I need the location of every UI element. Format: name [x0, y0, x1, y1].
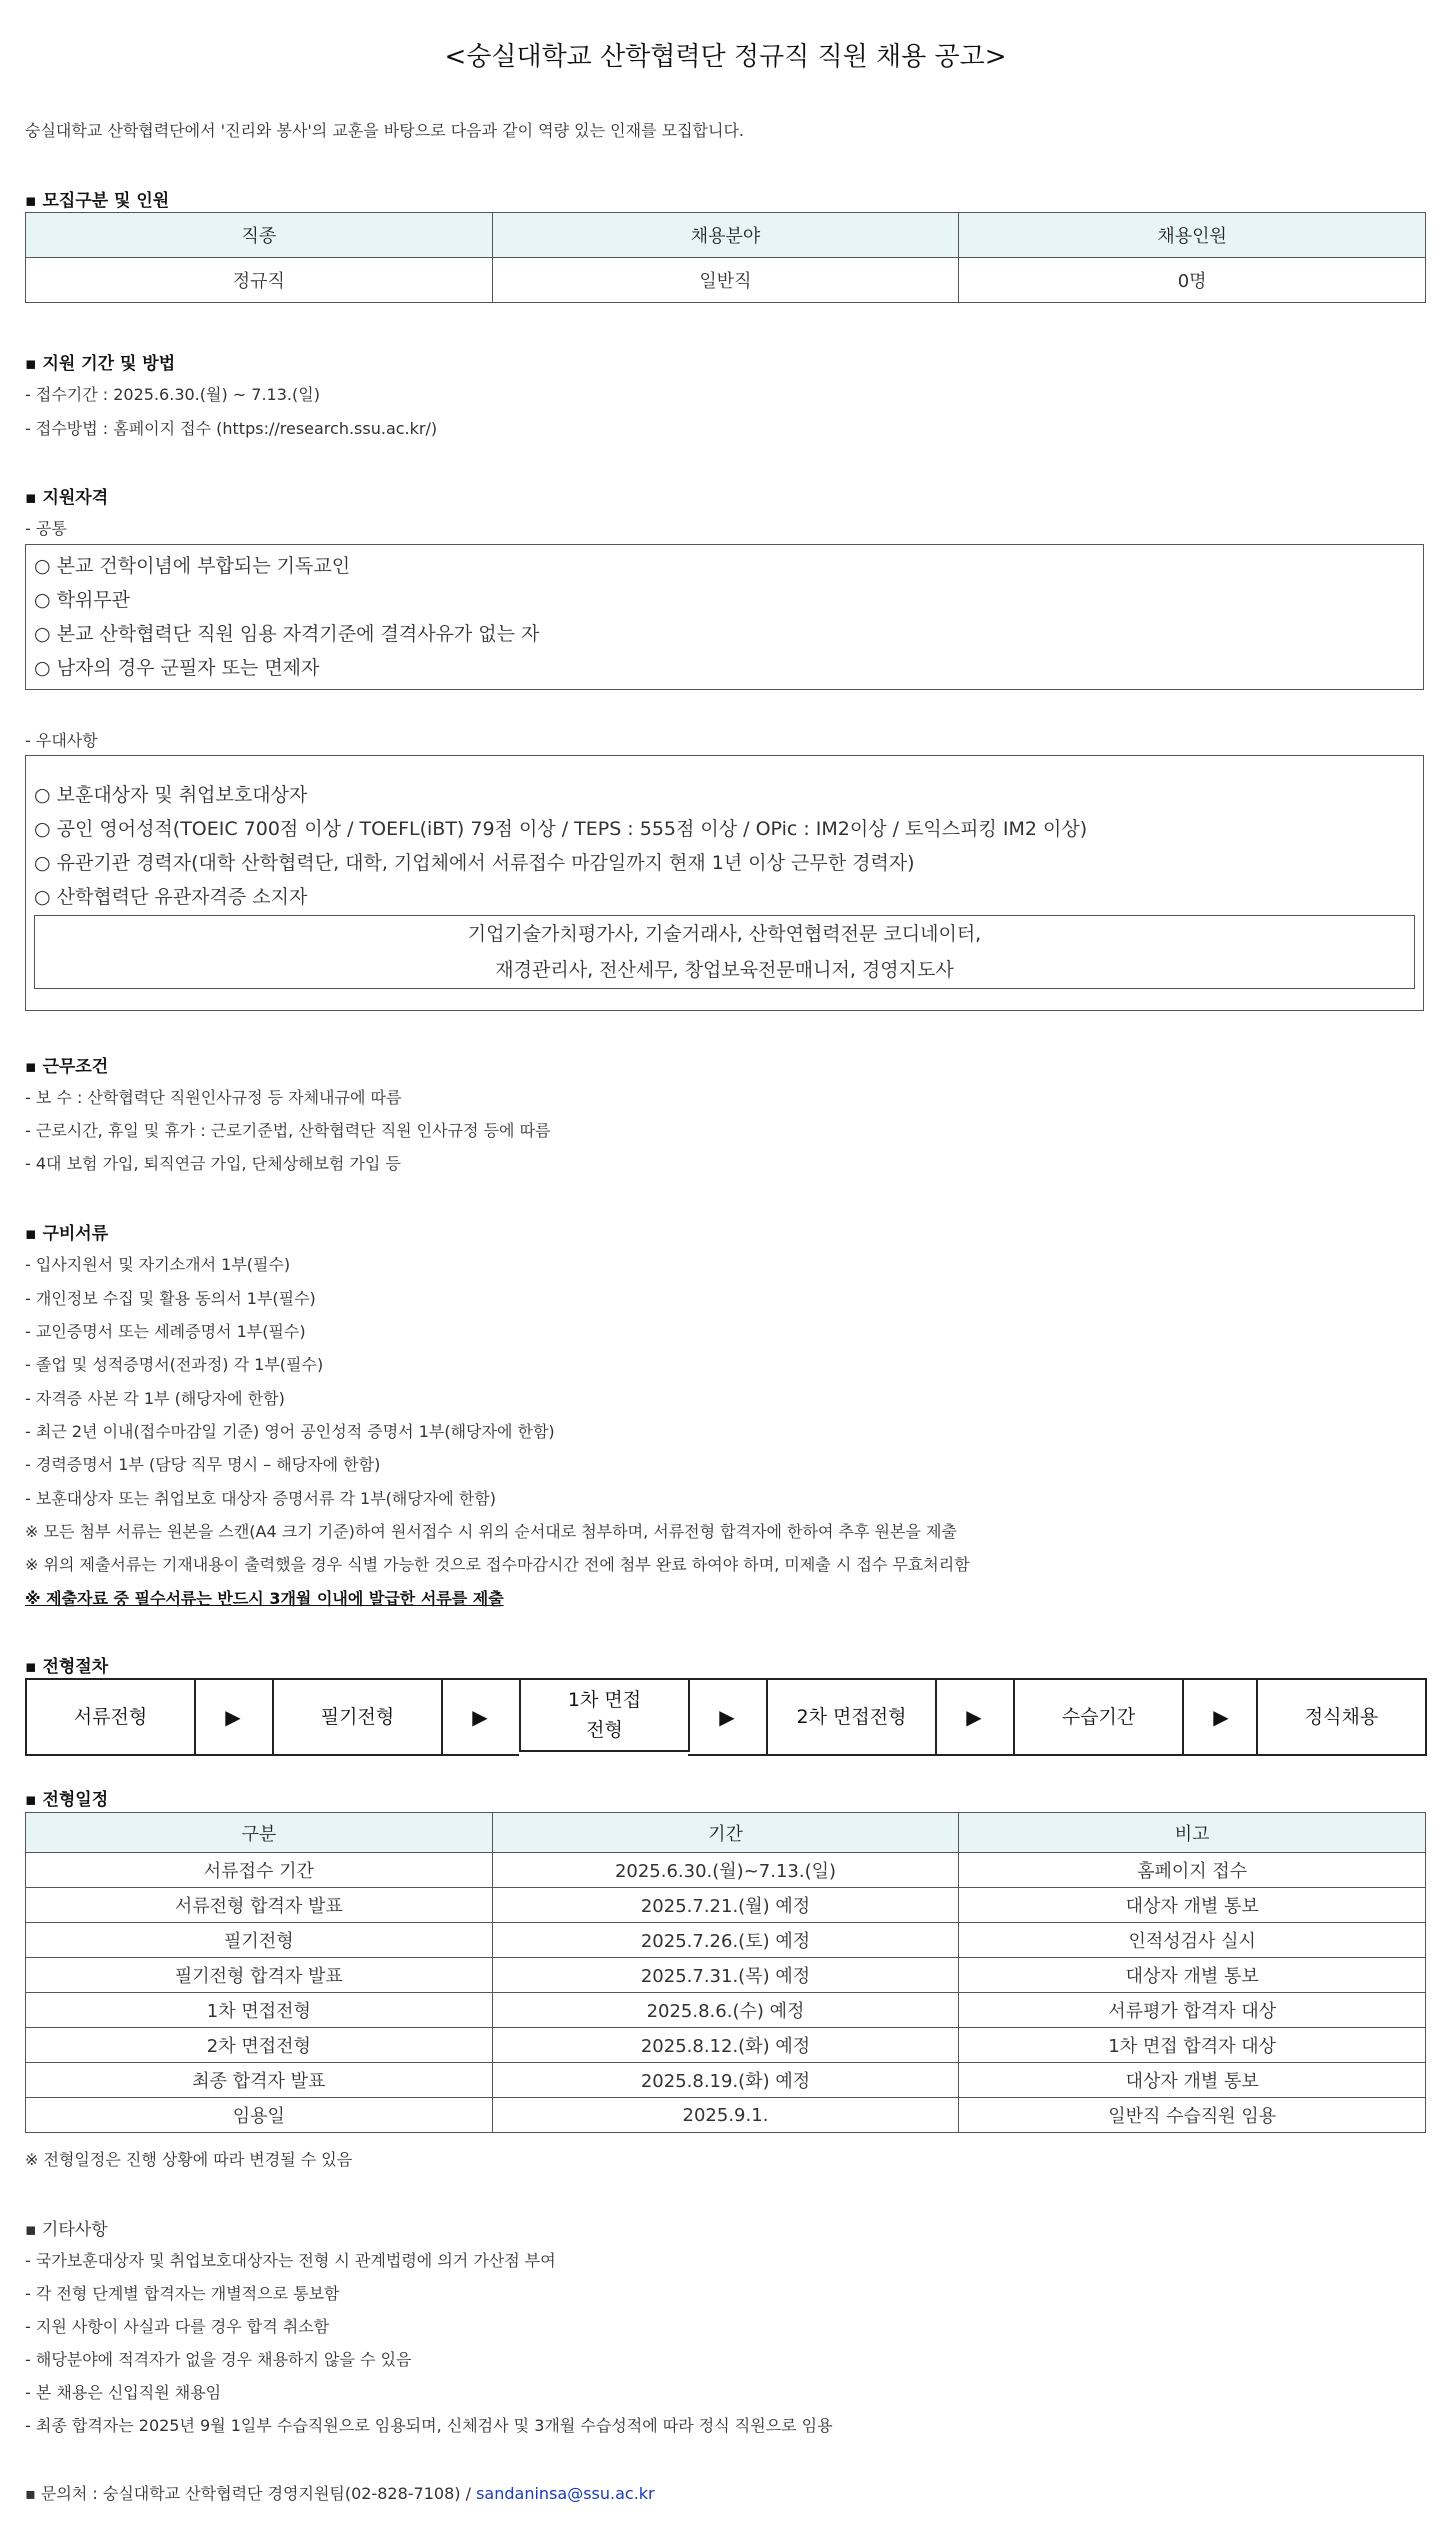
list-item: - 자격증 사본 각 1부 (해당자에 한함): [25, 1389, 285, 1408]
table-cell: 2025.6.30.(월)~7.13.(일): [492, 1853, 959, 1888]
table-cell: 2025.7.26.(토) 예정: [492, 1923, 959, 1958]
qualification-pref-box: [25, 755, 1424, 1011]
process-step: 서류전형: [25, 1678, 196, 1756]
process-step: 2차 면접전형: [766, 1678, 937, 1756]
table-cell: 필기전형: [26, 1923, 493, 1958]
table-header: 직종: [26, 213, 493, 258]
table-cell: 1차 면접전형: [26, 1993, 493, 2028]
contact-line: [25, 2481, 655, 2504]
certificate-list-line: 재경관리사, 전산세무, 창업보육전문매니저, 경영지도사: [495, 959, 954, 981]
table-cell: 서류전형 합격자 발표: [26, 1888, 493, 1923]
table-row: [26, 2028, 1426, 2063]
table-cell: 정규직: [26, 258, 493, 303]
table-cell: 0명: [959, 258, 1426, 303]
list-item: ○ 공인 영어성적(TOEIC 700점 이상 / TOEFL(iBT) 79점 이상 / TEPS : 555점 이상 / OPic : IM2이상 / 토익스피킹 IM2 이상): [34, 818, 1088, 840]
process-flow: [25, 1678, 1426, 1756]
section-heading-documents: ▪ 구비서류: [25, 1224, 109, 1244]
table-row: [26, 2063, 1426, 2098]
table-cell: 2025.8.12.(화) 예정: [492, 2028, 959, 2063]
process-step: 정식채용: [1256, 1678, 1427, 1756]
table-cell: 대상자 개별 통보: [959, 1958, 1426, 1993]
table-cell: 인적성검사 실시: [959, 1923, 1426, 1958]
table-cell: 2025.7.21.(월) 예정: [492, 1888, 959, 1923]
table-cell: 2025.9.1.: [492, 2098, 959, 2133]
section-heading-recruit: ▪ 모집구분 및 인원: [25, 191, 170, 211]
list-item: ○ 유관기관 경력자(대학 산학협력단, 대학, 기업체에서 서류접수 마감일까지 현재 1년 이상 근무한 경력자): [34, 852, 915, 874]
table-cell: 2025.8.19.(화) 예정: [492, 2063, 959, 2098]
certificate-list-box: [34, 915, 1415, 989]
table-cell: 서류평가 합격자 대상: [959, 1993, 1426, 2028]
table-cell: 대상자 개별 통보: [959, 2063, 1426, 2098]
table-row: [26, 1993, 1426, 2028]
recruit-table: [25, 212, 1426, 303]
contact-email-link[interactable]: sandaninsa@ssu.ac.kr: [476, 2484, 655, 2503]
list-item: - 최종 합격자는 2025년 9월 1일부 수습직원으로 임용되며, 신체검사 및 3개월 수습성적에 따라 정식 직원으로 임용: [25, 2416, 833, 2435]
list-item: - 4대 보험 가입, 퇴직연금 가입, 단체상해보험 가입 등: [25, 1154, 401, 1173]
list-item: - 근로시간, 휴일 및 휴가 : 근로기준법, 산학협력단 직원 인사규정 등에 따름: [25, 1121, 551, 1140]
table-header: 채용분야: [492, 213, 959, 258]
contact-label: ▪ 문의처 : 숭실대학교 산학협력단 경영지원팀(02-828-7108) /: [25, 2484, 477, 2503]
arrow-right-icon: ▶: [688, 1678, 766, 1756]
process-step: 수습기간: [1013, 1678, 1184, 1756]
arrow-right-icon: ▶: [441, 1678, 519, 1756]
table-cell: 2025.8.6.(수) 예정: [492, 1993, 959, 2028]
arrow-right-icon: ▶: [1182, 1678, 1260, 1756]
table-row: [26, 1958, 1426, 1993]
table-cell: 최종 합격자 발표: [26, 2063, 493, 2098]
list-item: - 입사지원서 및 자기소개서 1부(필수): [25, 1255, 291, 1274]
section-heading-work: ▪ 근무조건: [25, 1057, 109, 1077]
table-cell: 대상자 개별 통보: [959, 1888, 1426, 1923]
section-heading-schedule: ▪ 전형일정: [25, 1790, 109, 1810]
list-item: - 보 수 : 산학협력단 직원인사규정 등 자체내규에 따름: [25, 1088, 402, 1107]
table-header: 구분: [26, 1813, 493, 1853]
table-cell: 필기전형 합격자 발표: [26, 1958, 493, 1993]
table-cell: 홈페이지 접수: [959, 1853, 1426, 1888]
list-item: - 해당분야에 적격자가 없을 경우 채용하지 않을 수 있음: [25, 2350, 412, 2369]
list-item: - 지원 사항이 사실과 다를 경우 합격 취소함: [25, 2317, 330, 2336]
list-item: ※ 모든 첨부 서류는 원본을 스캔(A4 크기 기준)하여 원서접수 시 위의 순서대로 첨부하며, 서류전형 합격자에 한하여 추후 원본을 제출: [25, 1522, 957, 1541]
arrow-right-icon: ▶: [935, 1678, 1013, 1756]
table-header-row: [26, 213, 1426, 258]
list-item: ○ 학위무관: [34, 589, 131, 611]
list-item: ○ 본교 건학이념에 부합되는 기독교인: [34, 555, 351, 577]
qualification-common-label: - 공통: [25, 519, 67, 538]
schedule-note: ※ 전형일정은 진행 상황에 따라 변경될 수 있음: [25, 2150, 353, 2169]
table-row: [26, 1923, 1426, 1958]
table-cell: 일반직 수습직원 임용: [959, 2098, 1426, 2133]
schedule-table: [25, 1812, 1426, 2133]
section-heading-etc: ▪ 기타사항: [25, 2220, 108, 2240]
apply-period: - 접수기간 : 2025.6.30.(월) ~ 7.13.(일): [25, 385, 320, 404]
qualification-common-box: [25, 544, 1424, 690]
section-heading-qualification: ▪ 지원자격: [25, 488, 109, 508]
list-item: - 보훈대상자 또는 취업보호 대상자 증명서류 각 1부(해당자에 한함): [25, 1489, 496, 1508]
list-item: - 졸업 및 성적증명서(전과정) 각 1부(필수): [25, 1355, 324, 1374]
section-heading-apply: ▪ 지원 기간 및 방법: [25, 354, 176, 374]
section-heading-process: ▪ 전형절차: [25, 1657, 109, 1677]
certificate-list-line: 기업기술가치평가사, 기술거래사, 산학연협력전문 코디네이터,: [467, 923, 982, 945]
list-item: ○ 남자의 경우 군필자 또는 면제자: [34, 657, 320, 679]
list-item: ○ 본교 산학협력단 직원 임용 자격기준에 결격사유가 없는 자: [34, 623, 540, 645]
table-header: 채용인원: [959, 213, 1426, 258]
table-cell: 일반직: [492, 258, 959, 303]
list-item: - 경력증명서 1부 (담당 직무 명시 – 해당자에 한함): [25, 1455, 381, 1474]
arrow-right-icon: ▶: [194, 1678, 272, 1756]
list-item: - 본 채용은 신입직원 채용임: [25, 2383, 222, 2402]
table-row: [26, 1888, 1426, 1923]
list-item: ○ 보훈대상자 및 취업보호대상자: [34, 784, 308, 806]
list-item: - 교인증명서 또는 세례증명서 1부(필수): [25, 1322, 306, 1341]
table-cell: 서류접수 기간: [26, 1853, 493, 1888]
documents-emphasis-note: ※ 제출자료 중 필수서류는 반드시 3개월 이내에 발급한 서류를 제출: [25, 1589, 504, 1608]
table-header-row: [26, 1813, 1426, 1853]
list-item: - 각 전형 단계별 합격자는 개별적으로 통보함: [25, 2284, 340, 2303]
page-title: <숭실대학교 산학협력단 정규직 직원 채용 공고>: [444, 42, 1007, 72]
process-step: 1차 면접전형: [519, 1678, 690, 1752]
list-item: ※ 위의 제출서류는 기재내용이 출력했을 경우 식별 가능한 것으로 접수마감시간 전에 첨부 완료 하여야 하며, 미제출 시 접수 무효처리함: [25, 1555, 970, 1574]
apply-method: - 접수방법 : 홈페이지 접수 (https://research.ssu.ac.kr/): [25, 419, 438, 438]
process-step: 필기전형: [272, 1678, 443, 1756]
list-item: ○ 산학협력단 유관자격증 소지자: [34, 886, 308, 908]
qualification-pref-label: - 우대사항: [25, 731, 98, 750]
table-row: [26, 2098, 1426, 2133]
list-item: - 최근 2년 이내(접수마감일 기준) 영어 공인성적 증명서 1부(해당자에 한함): [25, 1422, 555, 1441]
table-cell: 2차 면접전형: [26, 2028, 493, 2063]
intro-text: 숭실대학교 산학협력단에서 '진리와 봉사'의 교훈을 바탕으로 다음과 같이 역량 있는 인재를 모집합니다.: [25, 121, 744, 140]
list-item: - 개인정보 수집 및 활용 동의서 1부(필수): [25, 1289, 316, 1308]
table-cell: 2025.7.31.(목) 예정: [492, 1958, 959, 1993]
table-row: [26, 258, 1426, 303]
table-header: 기간: [492, 1813, 959, 1853]
table-row: [26, 1853, 1426, 1888]
table-header: 비고: [959, 1813, 1426, 1853]
table-cell: 임용일: [26, 2098, 493, 2133]
list-item: - 국가보훈대상자 및 취업보호대상자는 전형 시 관계법령에 의거 가산점 부여: [25, 2251, 556, 2270]
table-cell: 1차 면접 합격자 대상: [959, 2028, 1426, 2063]
